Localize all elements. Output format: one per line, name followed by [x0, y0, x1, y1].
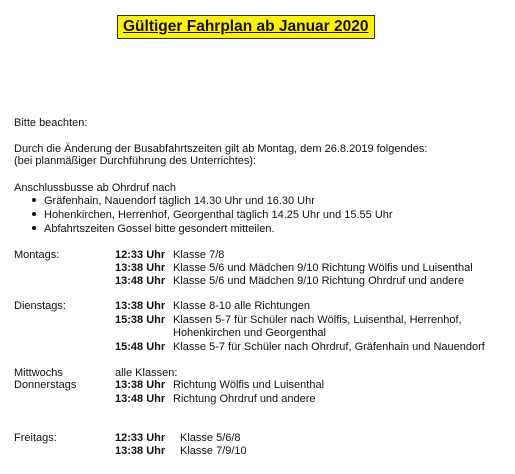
departure-time: 13:38 Uhr [115, 262, 166, 274]
bullet-item [32, 223, 275, 236]
departure-description: Richtung Wölfis und Luisenthal [173, 379, 325, 391]
day-label-wednesday: Mittwochs [14, 367, 63, 379]
departure-time: 13:38 Uhr [115, 445, 166, 457]
departure-description: Klasse 7/8 [173, 249, 225, 261]
departure-description: Klasse 5/6 und Mädchen 9/10 Richtung Wölfis und Luisenthal [173, 262, 473, 274]
departure-description: Klasse 5/6/8 [180, 432, 241, 444]
departure-time: 12:33 Uhr [115, 249, 166, 261]
departure-time: 13:38 Uhr [115, 300, 166, 312]
notice-text: Bitte beachten: [14, 117, 88, 129]
departure-description: Richtung Ohrdruf und andere [173, 393, 316, 405]
bullet-item [32, 209, 393, 222]
bullet-text: Hohenkirchen, Herrenhof, Georgenthal täglich 14.25 Uhr und 15.55 Uhr [44, 209, 393, 221]
departure-description: Klassen 5-7 für Schüler nach Wölfis, Luisenthal, Herrenhof, [173, 314, 462, 326]
departure-description: Klasse 5/6 und Mädchen 9/10 Richtung Ohrdruf und andere [173, 275, 465, 287]
intro-line-2: (bei planmäßiger Durchführung des Unterrichtes): [14, 155, 257, 167]
departure-time: 13:48 Uhr [115, 393, 166, 405]
departure-description: Klasse 8-10 alle Richtungen [173, 300, 310, 312]
departure-time: 13:48 Uhr [115, 275, 166, 287]
departure-time: 15:48 Uhr [115, 341, 166, 353]
page-title: Gültiger Fahrplan ab Januar 2020 [117, 15, 375, 39]
intro-line-1: Durch die Änderung der Busabfahrtszeiten gilt ab Montag, dem 26.8.2019 folgendes: [14, 143, 428, 155]
bullet-text: Abfahrtszeiten Gossel bitte gesondert mitteilen. [44, 223, 275, 235]
departure-time: 15:38 Uhr [115, 314, 166, 326]
bullet-item [32, 195, 315, 208]
day-label-monday: Montags: [14, 249, 60, 261]
bullet-icon [32, 212, 36, 216]
departure-description-continued: Hohenkirchen und Georgenthal [173, 327, 326, 339]
bullet-icon [32, 198, 36, 202]
all-classes-label: alle Klassen: [115, 367, 178, 379]
departure-time: 12:33 Uhr [115, 432, 166, 444]
departure-description: Klasse 7/9/10 [180, 445, 247, 457]
day-label-thursday: Donnerstags [14, 379, 77, 391]
departure-description: Klasse 5-7 für Schüler nach Ohrdruf, Gräfenhain und Nauendorf [173, 341, 485, 353]
day-label-friday: Freitags: [14, 432, 57, 444]
bullet-icon [32, 226, 36, 230]
bullet-text: Gräfenhain, Nauendorf täglich 14.30 Uhr und 16.30 Uhr [44, 195, 315, 207]
connection-heading: Anschlussbusse ab Ohrdruf nach [14, 182, 177, 194]
day-label-tuesday: Dienstags: [14, 300, 66, 312]
departure-time: 13:38 Uhr [115, 379, 166, 391]
